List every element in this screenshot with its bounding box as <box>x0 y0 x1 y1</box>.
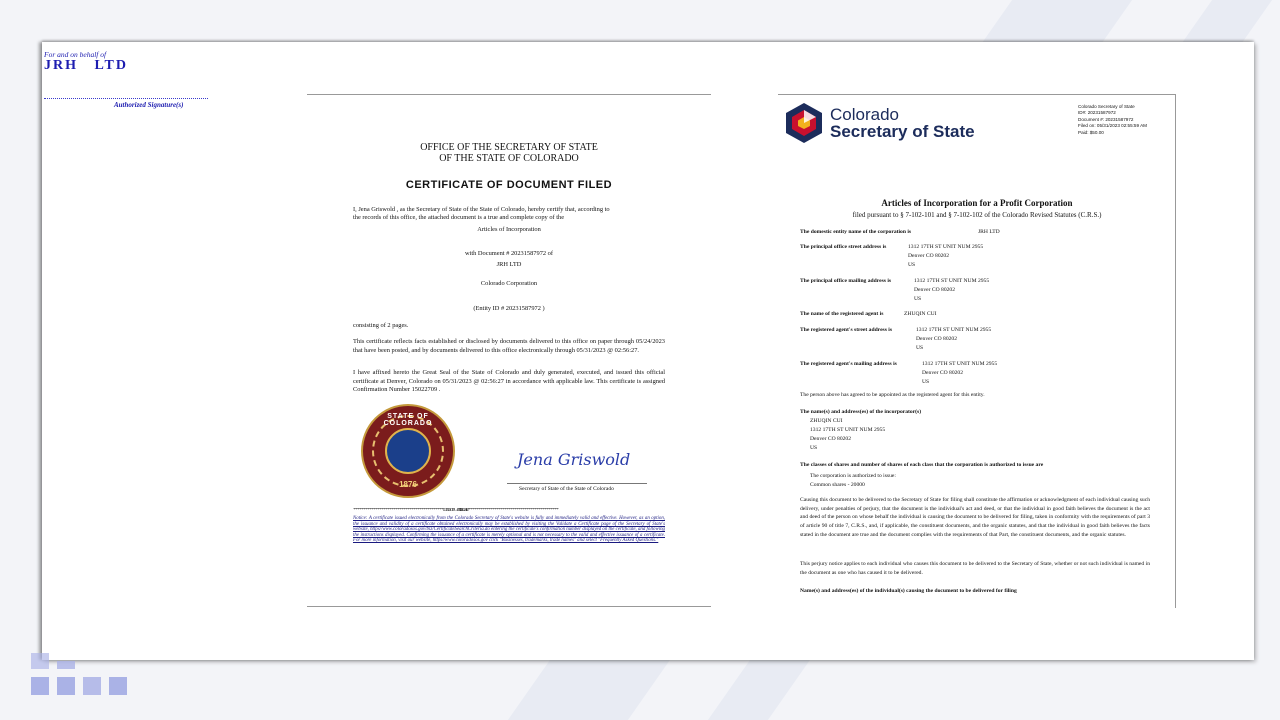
signature-line <box>507 483 647 484</box>
incorporator-line: US <box>810 445 818 451</box>
agent-street-line: Denver CO 80202 <box>916 336 958 342</box>
perjury-notice: Causing this document to be delivered to the Secretary of State for filing shall constitute the affirmation or acknowledgment of each individual causing such delivery, under penalties of perjury, that the document is the individual's act and deed, or that the individual in good faith believes the document is the act and deed of the person on whose behalf the individual is causing the document to be delivered for filing, taken in conformity with the requirements of part 3 of article 90 of title 7, C.R.S., and, if applicable, the constituent documents, and the organic statutes, and that the individual in good faith believes the facts stated in the document are true and the document complies with the requirements of that Part, the constituent documents, and the organic statutes. <box>800 497 1150 538</box>
signature-caption: Secretary of State of the State of Colorado <box>519 486 614 492</box>
seal-year: 1876 <box>399 480 417 489</box>
decor-square <box>109 677 127 695</box>
decor-square <box>31 677 49 695</box>
decor-square <box>31 653 49 669</box>
shares-label: The classes of shares and number of shares of each class that the corporation is authorized to issue are <box>800 462 1044 468</box>
incorporators-label: The name(s) and address(es) of the incorporator(s) <box>800 409 922 415</box>
certify-line-1: I, Jena Griswold , as the Secretary of State of the State of Colorado, hereby certify that, according to <box>353 206 610 213</box>
articles-subtitle: filed pursuant to § 7-102-101 and § 7-102-102 of the Colorado Revised Statutes (C.R.S.) <box>852 211 1102 219</box>
decor-square <box>57 661 75 669</box>
stamp-signature-label: Authorized Signature(s) <box>114 101 184 109</box>
page-top-rule <box>307 94 711 95</box>
shares-line: The corporation is authorized to issue: <box>810 473 896 479</box>
office-street-line: 1312 17TH ST UNIT NUM 2955 <box>908 244 984 250</box>
secretary-signature: Jena Griswold <box>517 450 631 469</box>
certificate-paragraph-2: This certificate reflects facts established or disclosed by documents delivered to this office on paper through 05/24/2023 that have been posted, and by documents delivered to this office electronically through 05/31/2023 @ 02:56:27. <box>353 338 665 354</box>
certify-line-2: the records of this office, the attached document is a true and complete copy of the <box>353 214 565 221</box>
agent-mail-line: 1312 17TH ST UNIT NUM 2955 <box>922 361 998 367</box>
meta-line: ID#: 20231587972 <box>1078 110 1116 116</box>
end-of-certificate-marker: *********************************************End of Certificate********************************************* <box>353 508 558 512</box>
incorporator-line: Denver CO 80202 <box>810 436 852 442</box>
slide <box>42 42 1254 660</box>
certificate-page <box>307 94 711 608</box>
page-right-rule <box>1175 94 1176 608</box>
office-mail-line: 1312 17TH ST UNIT NUM 2955 <box>914 278 990 284</box>
logo-secretary-of-state: Secretary of State <box>830 122 975 141</box>
decor-square <box>57 677 75 695</box>
filing-metadata <box>1078 104 1147 136</box>
seal-emblem <box>385 428 431 474</box>
state-seal <box>361 404 455 498</box>
logo-colorado: Colorado <box>830 105 899 124</box>
office-mail-line: US <box>914 296 922 302</box>
agent-street-line: US <box>916 345 924 351</box>
meta-line: Colorado Secretary of State <box>1078 104 1135 109</box>
office-mail-line: Denver CO 80202 <box>914 287 956 293</box>
entity-id: (Entity ID # 20231587972 ) <box>473 305 545 312</box>
office-mail-label: The principal office mailing address is <box>800 278 892 284</box>
agent-name-value: ZHUQIN CUI <box>904 311 937 317</box>
incorporator-line: 1312 17TH ST UNIT NUM 2955 <box>810 427 886 433</box>
agent-mail-line: US <box>922 379 930 385</box>
office-line-1: OFFICE OF THE SECRETARY OF STATE <box>420 142 598 153</box>
agent-street-line: 1312 17TH ST UNIT NUM 2955 <box>916 327 992 333</box>
articles-title: Articles of Incorporation for a Profit Corporation <box>881 198 1073 208</box>
entity-name: JRH LTD <box>496 261 522 268</box>
page-top-rule <box>778 94 1176 95</box>
certificate-title: CERTIFICATE OF DOCUMENT FILED <box>405 179 613 191</box>
page-bottom-rule <box>307 606 711 607</box>
agent-name-label: The name of the registered agent is <box>800 311 884 317</box>
office-line-2: OF THE STATE OF COLORADO <box>439 153 579 164</box>
meta-line: Document #: 20231587972 <box>1078 116 1134 122</box>
stamp-signature-line <box>44 98 208 99</box>
company-stamp <box>44 50 210 109</box>
office-street-line: Denver CO 80202 <box>908 253 950 259</box>
entity-name-value: JRH LTD <box>978 229 1000 235</box>
entity-name-label: The domestic entity name of the corporation is <box>800 229 912 235</box>
office-street-label: The principal office street address is <box>800 244 887 250</box>
stamp-on-behalf: For and on behalf of <box>44 50 107 59</box>
seal-text: STATE OF COLORADO <box>383 413 433 427</box>
agent-street-label: The registered agent's street address is <box>800 327 893 333</box>
document-type: Articles of Incorporation <box>477 226 541 233</box>
document-number: with Document # 20231587972 of <box>464 250 554 257</box>
certificate-paragraph-3: I have affixed hereto the Great Seal of the State of Colorado and duly generated, executed, and issued this official certificate at Denver, Colorado on 05/31/2023 @ 02:56:27 in accordance with applicable law. This certificate is assigned Confirmation Number 15022709 . <box>353 369 665 394</box>
agent-consent: The person above has agreed to be appointed as the registered agent for this entity. <box>800 392 985 398</box>
page-count: consisting of 2 pages. <box>353 322 409 329</box>
agent-mail-label: The registered agent's mailing address is <box>800 361 897 367</box>
colorado-logo-icon <box>783 102 825 144</box>
perjury-notice-2: This perjury notice applies to each individual who causes this document to be delivered to the Secretary of State, whether or not such individual is named in the document as one who has caused it to be delivered. <box>800 561 1150 576</box>
agent-mail-line: Denver CO 80202 <box>922 370 964 376</box>
stamp-company: JRH LTD <box>44 58 129 73</box>
entity-type: Colorado Corporation <box>480 280 538 287</box>
certificate-notice: Notice: A certificate issued electronically from the Colorado Secretary of State's website is fully and immediately valid and effective. However, as an option, the issuance and validity of a certificate obtained electronically may be established by visiting the Validate a Certificate page of the Secretary of State's website, https//www.coloradosos.gov/biz/CertificateSearchCriteria.do entering the certificate's confirmation number displayed on the certificate, and following the instructions displayed. Confirming the issuance of a certificate is merely optional and is not necessary to the valid and effective issuance of a certificate. For more information, visit our website, https//www.coloradosos.gov click "Businesses, trademarks, trade names" and select "Frequently Asked Questions." <box>353 516 665 544</box>
meta-line: Filed on: 05/31/2023 02:55:59 AM <box>1078 123 1147 129</box>
delivery-individuals-label: Name(s) and address(es) of the individual(s) causing the document to be delivered for filing <box>800 588 1017 594</box>
articles-page <box>778 94 1176 610</box>
decor-square <box>83 677 101 695</box>
office-street-line: US <box>908 262 916 268</box>
meta-line: Paid: $50.00 <box>1078 129 1104 135</box>
shares-line: Common shares - 20000 <box>810 482 865 488</box>
incorporator-line: ZHUQIN CUI <box>810 418 843 424</box>
